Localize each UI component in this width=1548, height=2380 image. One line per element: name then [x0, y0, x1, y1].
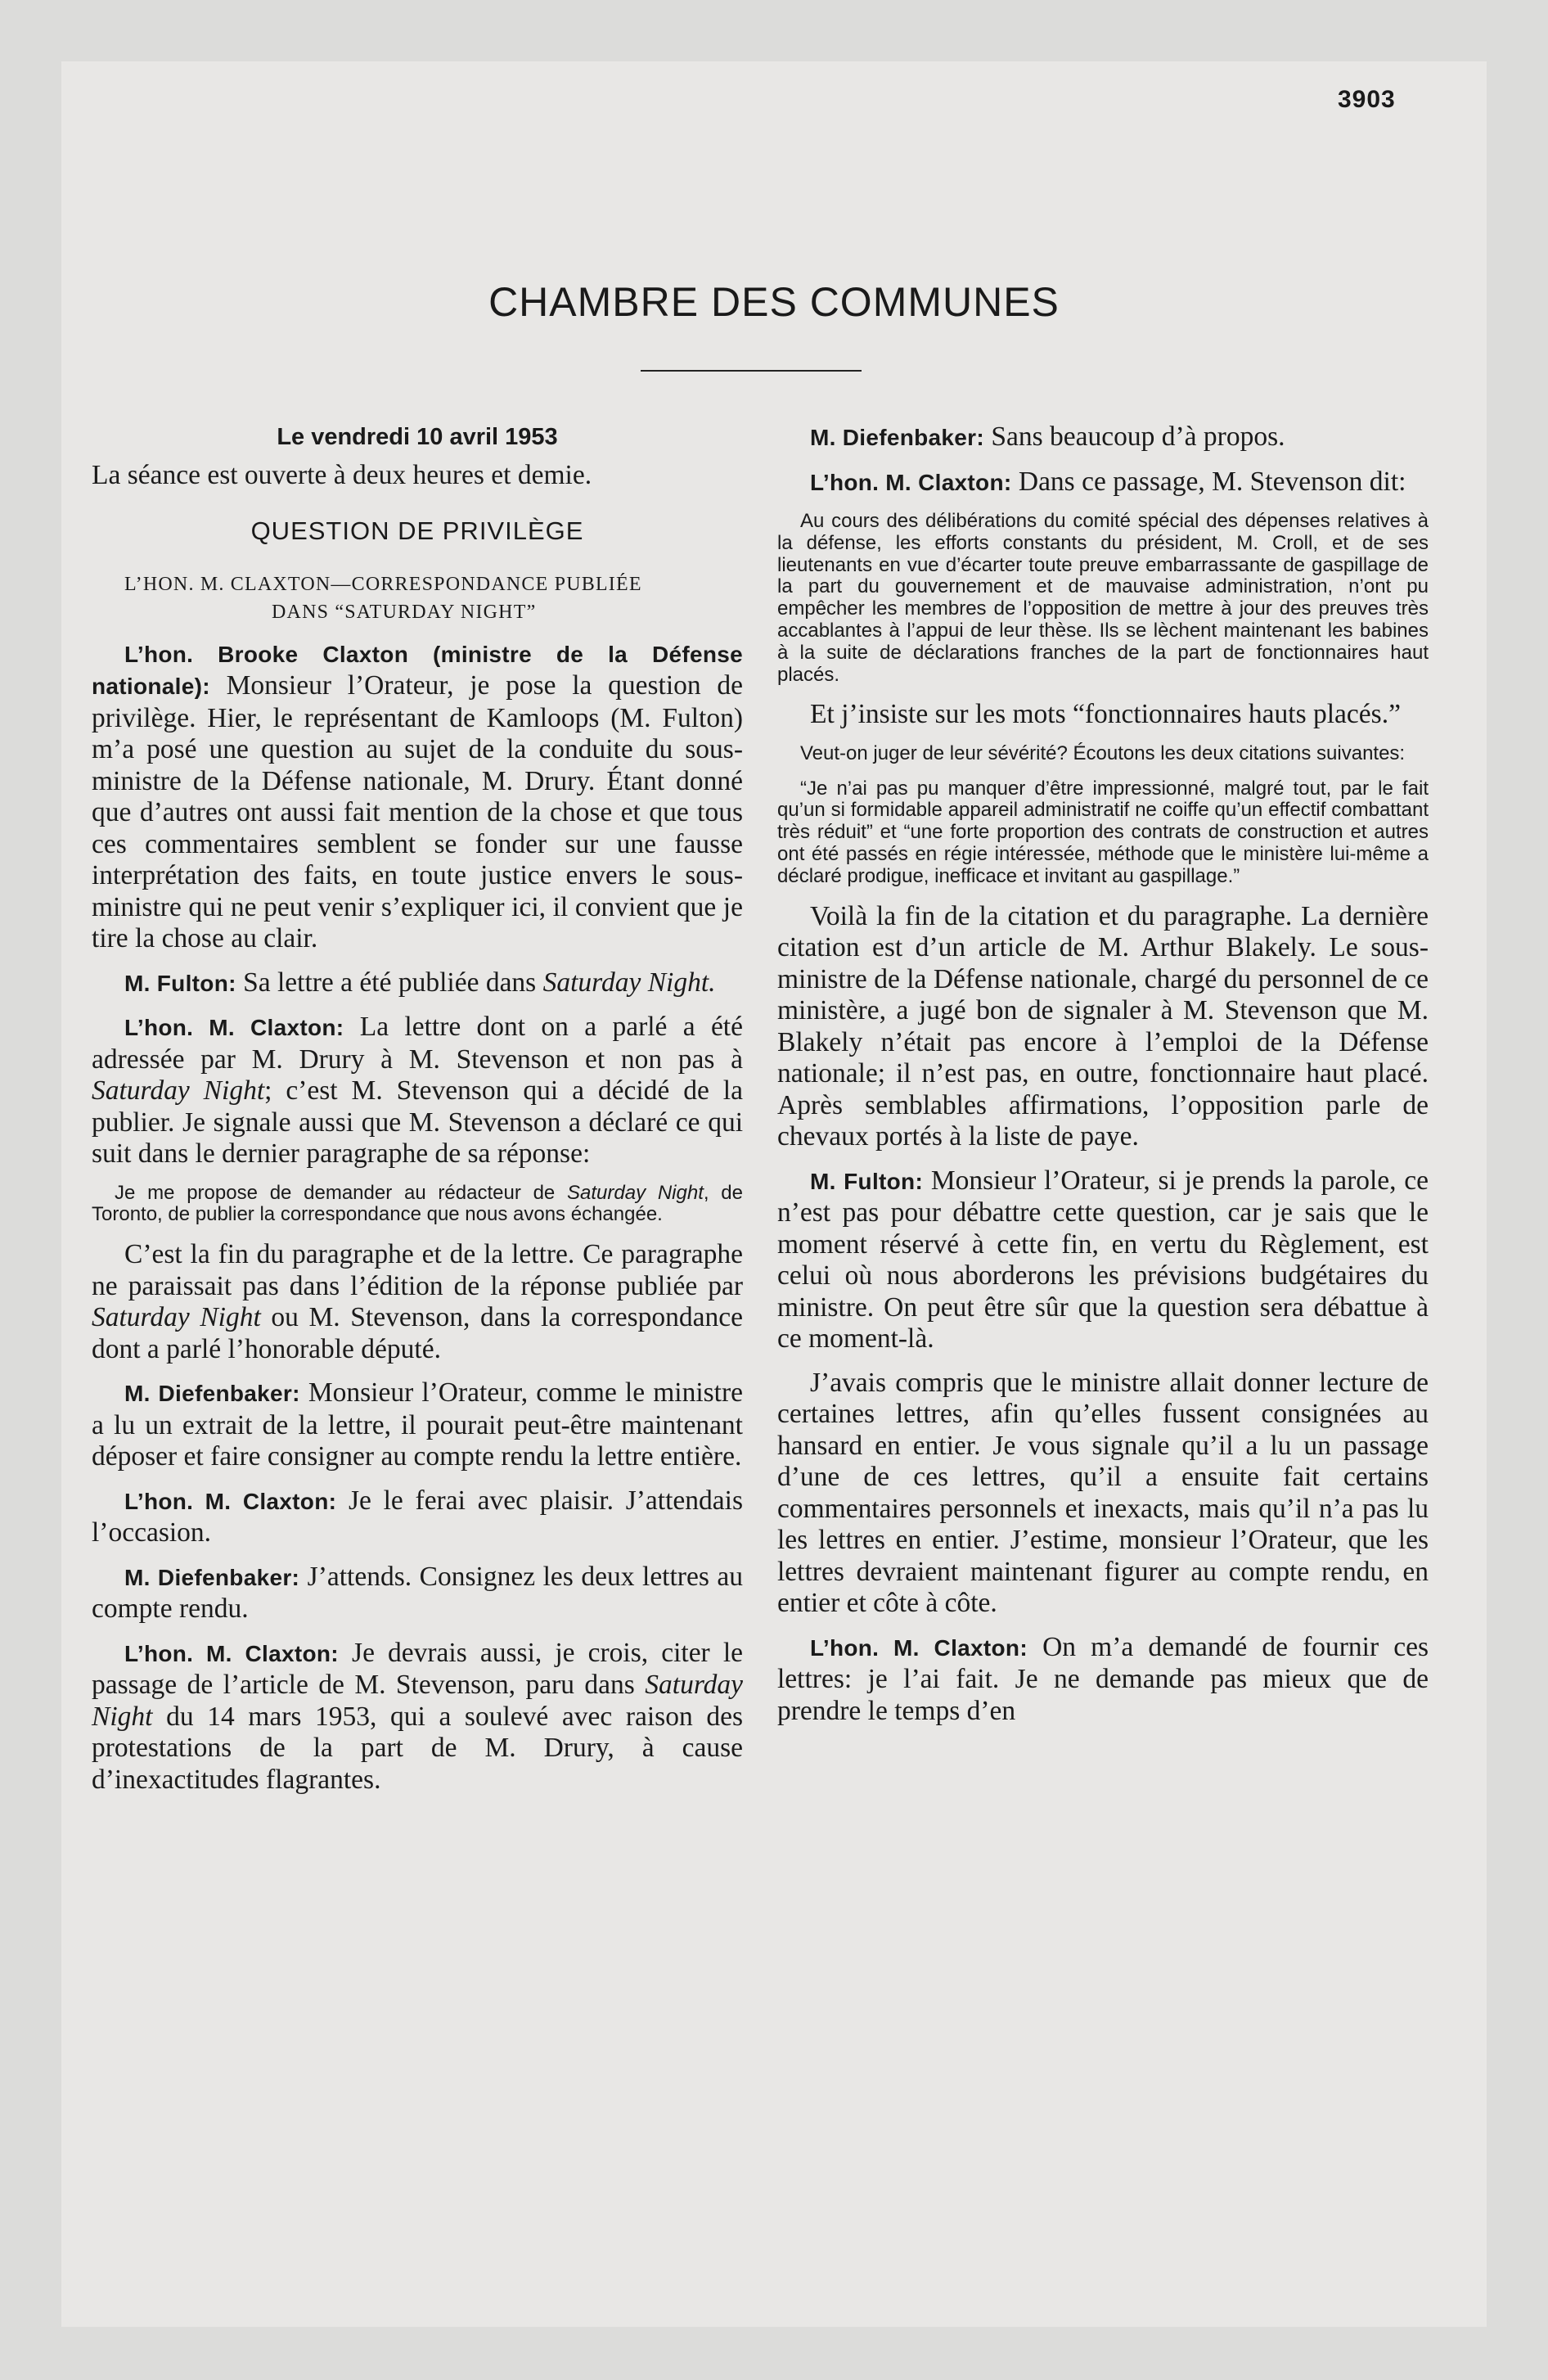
quote-text: , de Toronto, de publier la correspondance que nous avons échangée. — [92, 1181, 743, 1226]
quote-text: “Je n’ai pas pu manquer d’être impressionné, malgré tout, par le fait qu’un si formidable appareil administratif ne coiffe qu’un effectif combattant très réduit” et “une forte proportion des contrats de construction et autres ont été passés en régie intéressée, méthode que le ministère lui-même a déclaré prodigue, inefficace et invitant au gaspillage.” — [777, 777, 1429, 887]
paragraph-text: Dans ce passage, M. Stevenson dit: — [1011, 466, 1406, 497]
quote-text: Veut-on juger de leur sévérité? Écoutons les deux citations suivantes: — [800, 741, 1406, 764]
right-column — [777, 421, 1429, 1739]
paragraph-diefenbaker-1 — [92, 1377, 743, 1473]
paragraph-claxton-4 — [92, 1485, 743, 1549]
subheading-line-1: L’HON. M. CLAXTON—CORRESPONDANCE PUBLIÉE — [124, 573, 642, 595]
publication-title: Saturday Night — [92, 1075, 265, 1106]
quote-citations — [777, 778, 1429, 888]
paragraph-text: La lettre dont on a parlé a été adressée par M. Drury à M. Stevenson et non pas à — [92, 1012, 743, 1075]
paragraph-claxton-9 — [777, 1632, 1429, 1728]
paragraph-text: Et j’insiste sur les mots “fonctionnaires hauts placés.” — [810, 699, 1401, 730]
paragraph-text: Monsieur l’Orateur, si je prends la parole, ce n’est pas pour débattre cette question, car je sais que le moment réservé à cette fin, en vertu du Règlement, est celui où nous aborderons les prévisions budgétaires du ministre. On peut être sûr que la question sera débattue à ce moment-là. — [777, 1165, 1429, 1355]
speaker-name: L’hon. M. Claxton: — [810, 1634, 1028, 1661]
paragraph-claxton-5 — [92, 1638, 743, 1796]
paragraph-claxton-7 — [777, 699, 1429, 731]
paragraph-claxton-8 — [777, 901, 1429, 1153]
speaker-name: M. Diefenbaker: — [124, 1381, 300, 1407]
left-column — [92, 421, 743, 1808]
speaker-name: L’hon. Brooke Claxton (ministre de la Défense nationale): — [92, 641, 743, 699]
paragraph-text: C’est la fin du paragraphe et de la lettre. Ce paragraphe ne paraissait pas dans l’édition de la réponse publiée par — [92, 1239, 743, 1301]
speaker-name: L’hon. M. Claxton: — [124, 1015, 344, 1040]
paragraph-text: du 14 mars 1953, qui a soulevé avec raison des protestations de la part de M. Drury, à cause d’inexactitudes flagrantes. — [92, 1701, 743, 1795]
paragraph-text: J’attends. Consignez les deux lettres au compte rendu. — [92, 1561, 744, 1625]
paragraph-claxton-2 — [92, 1012, 743, 1170]
paragraph-text: Monsieur l’Orateur, je pose la question de privilège. Hier, le représentant de Kamloops (M. Fulton) m’a posé une question au sujet de la conduite du sous-ministre de la Défense nationale, M. Drury. Étant donné que d’autres ont aussi fait mention de la chose et que tous ces commentaires semblent se fonder sur une fausse interprétation des faits, en toute justice envers le sous-ministre qui ne peut venir s’expliquer ici, il convient que je tire la chose au clair. — [92, 670, 743, 953]
paragraph-fulton-1 — [92, 967, 743, 1000]
speaker-name: L’hon. M. Claxton: — [810, 469, 1012, 495]
paragraph-text: ; c’est M. Stevenson qui a décidé de la publier. Je signale aussi que M. Stevenson a déclaré ce qui suit dans le dernier paragraphe de sa réponse: — [92, 1075, 743, 1169]
paragraph-text: Je le ferai avec plaisir. J’attendais l’occasion. — [92, 1485, 743, 1548]
quote-text: Au cours des délibérations du comité spécial des dépenses relatives à la défense, les efforts constants du président, M. Croll, et de ses lieutenants en vue d’écarter toute preuve embarrassante de gaspillage de la part du gouvernement et de mauvaise administration, n’ont pu empêcher les membres de l’opposition de mettre à jour des preuves très accablantes à l’appui de leur thèse. Ils se lèchent maintenant les babines à la suite de déclarations franches de la part de fonctionnaires haut placés. — [777, 510, 1429, 686]
paragraph-claxton-1 — [92, 638, 743, 955]
paragraph-text: Voilà la fin de la citation et du paragraphe. La dernière citation est d’un article de M. Arthur Blakely. Le sous-ministre de la Défense nationale, chargé du personnel de ce ministère, a jugé bon de signaler à M. Stevenson que M. Blakely n’était pas encore à l’emploi de la Défense nationale; il n’est pas, en outre, fonctionnaire haut placé. Après semblables affirmations, l’opposition parle de chevaux portés à la liste de paye. — [777, 900, 1429, 1152]
paragraph-text: ou M. Stevenson, dans la correspondance dont a parlé l’honorable député. — [92, 1302, 743, 1364]
speaker-name: L’hon. M. Claxton: — [124, 1640, 339, 1666]
speaker-name: M. Diefenbaker: — [124, 1564, 300, 1590]
paragraph-diefenbaker-2 — [92, 1562, 743, 1625]
title-rule — [641, 370, 862, 372]
quote-text: Je me propose de demander au rédacteur de — [115, 1181, 568, 1204]
speaker-name: L’hon. M. Claxton: — [124, 1488, 337, 1514]
paragraph-fulton-3 — [777, 1368, 1429, 1620]
paragraph-claxton-6 — [777, 467, 1429, 499]
opening-text: La séance est ouverte à deux heures et demie. — [92, 459, 592, 490]
speaker-name: M. Diefenbaker: — [810, 425, 984, 450]
section-subheading — [92, 570, 743, 626]
publication-title: Saturday Night — [92, 1670, 743, 1732]
page-title: CHAMBRE DES COMMUNES — [488, 279, 1060, 325]
paragraph-text: Je devrais aussi, je crois, citer le passage de l’article de M. Stevenson, paru dans — [92, 1637, 743, 1701]
subheading-line-2: DANS “SATURDAY NIGHT” — [272, 601, 537, 623]
quote-stevenson-letter — [92, 1183, 743, 1227]
speaker-name: M. Fulton: — [810, 1168, 924, 1194]
section-heading: QUESTION DE PRIVILÈGE — [250, 516, 584, 545]
paragraph-text: J’avais compris que le ministre allait donner lecture de certaines lettres, afin qu’elles fussent consignées au hansard en entier. Je vous signale qu’il a lu un passage d’une de ces lettres, qu’il a ensuite fait certains commentaires personnels et inexacts, mais qu’il n’a pas lu les lettres en entier. J’estime, monsieur l’Orateur, que les lettres devraient maintenant figurer au compte rendu, en entier et côte à côte. — [777, 1367, 1429, 1619]
paragraph-text: Monsieur l’Orateur, comme le ministre a lu un extrait de la lettre, il pourait peut-être maintenant déposer et faire consigner au compte rendu la lettre entière. — [92, 1377, 744, 1472]
publication-title: Saturday Night — [567, 1181, 704, 1204]
paragraph-text: Sans beaucoup d’à propos. — [984, 421, 1285, 452]
quote-intro — [777, 743, 1429, 765]
paragraph-fulton-2 — [777, 1165, 1429, 1355]
sitting-date: Le vendredi 10 avril 1953 — [277, 424, 558, 450]
paragraph-text: On m’a demandé de fournir ces lettres: je l’ai fait. Je ne demande pas mieux que de prendre le temps d’en — [777, 1631, 1429, 1726]
speaker-name: M. Fulton: — [124, 970, 236, 996]
paragraph-diefenbaker-3 — [777, 421, 1429, 454]
page-number: 3903 — [1338, 86, 1396, 113]
opening-statement — [92, 460, 743, 492]
paragraph-claxton-3 — [92, 1239, 743, 1365]
paragraph-text: Sa lettre a été publiée dans — [236, 967, 543, 998]
publication-title: Saturday Night — [92, 1302, 261, 1333]
publication-title: Saturday Night. — [542, 967, 716, 998]
quote-stevenson-article — [777, 511, 1429, 686]
